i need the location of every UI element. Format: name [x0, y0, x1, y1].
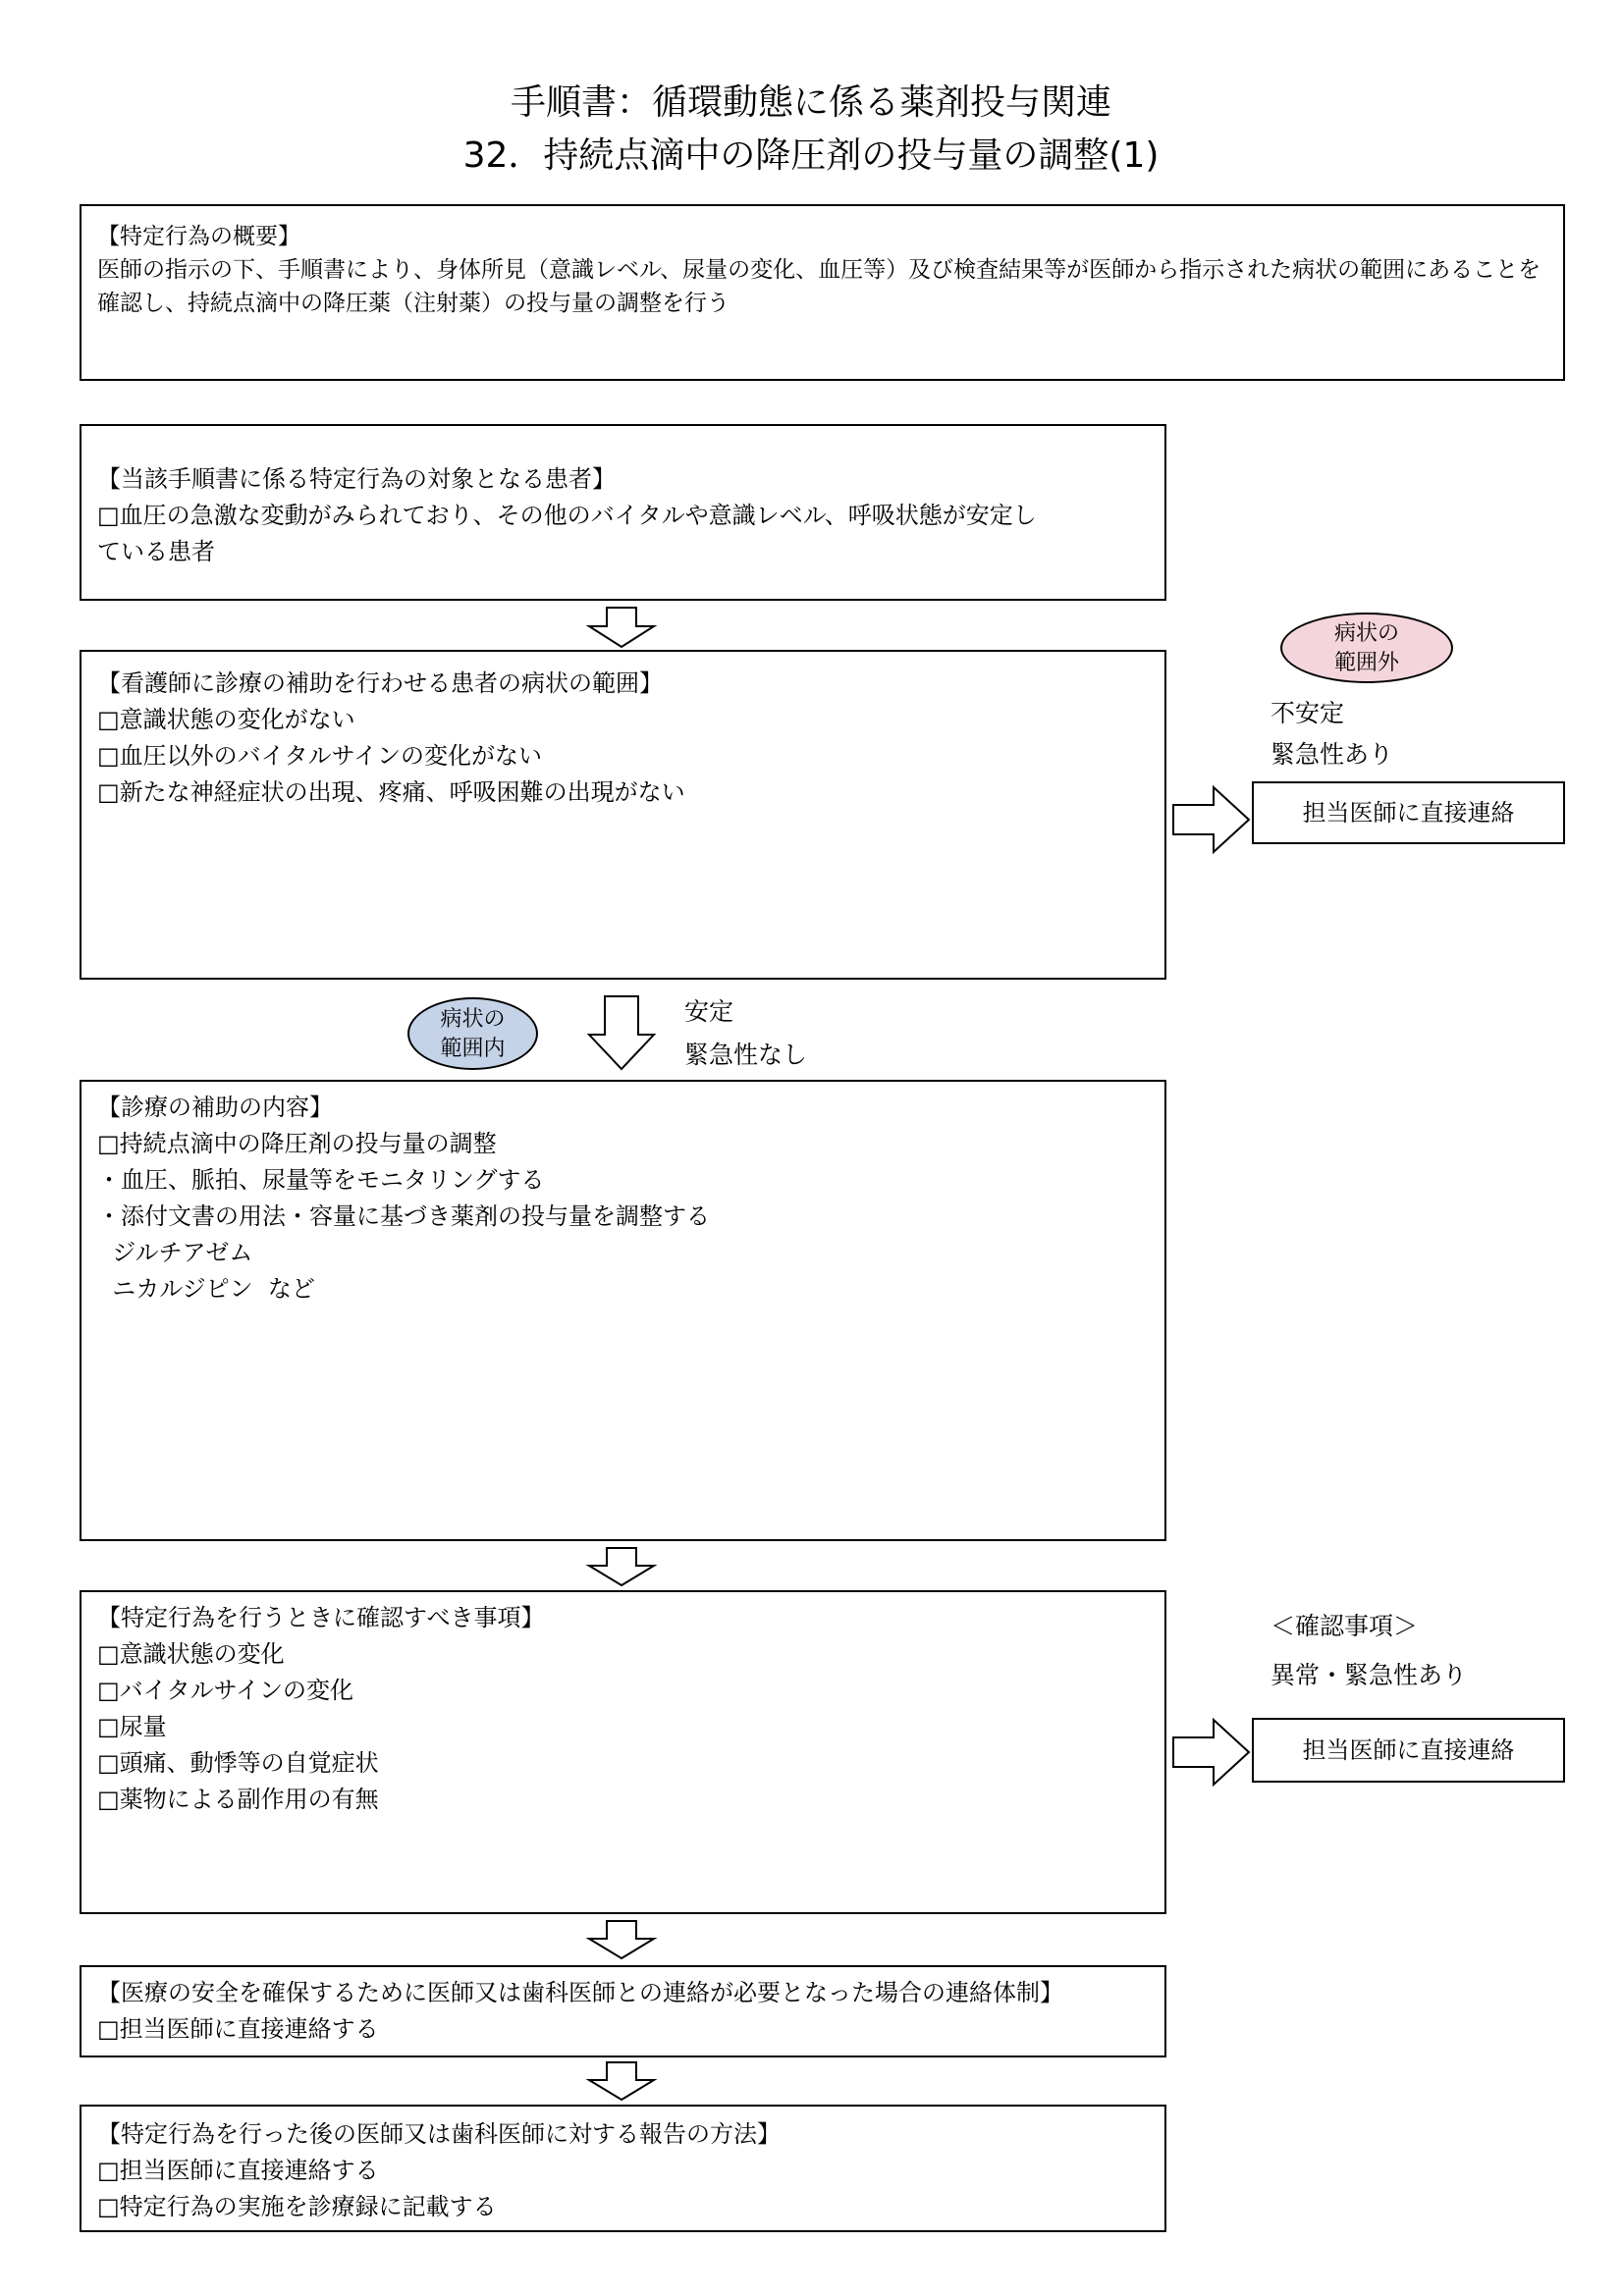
- check-items-box: [80, 1590, 1166, 1914]
- assist-content-item: ニカルジピン など: [97, 1275, 315, 1303]
- right-arrow-icon: [1172, 785, 1251, 854]
- target-patient-box: [80, 424, 1166, 601]
- check-item: □意識状態の変化: [97, 1640, 285, 1668]
- assist-content-item: ・添付文書の用法・容量に基づき薬剤の投与量を調整する: [97, 1202, 710, 1230]
- inside-range-badge-line: 範囲内: [440, 1037, 506, 1061]
- contact-doctor-box: 担当医師に直接連絡: [1252, 781, 1565, 844]
- down-arrow-icon: [587, 995, 656, 1070]
- outside-range-badge: [1280, 613, 1453, 683]
- condition-range-item: □新たな神経症状の出現、疼痛、呼吸困難の出現がない: [97, 778, 685, 806]
- report-method-item: □担当医師に直接連絡する: [97, 2157, 379, 2184]
- condition-range-heading: 【看護師に診療の補助を行わせる患者の病状の範囲】: [97, 669, 663, 697]
- assist-content-item: ジルチアゼム: [97, 1239, 253, 1266]
- assist-content-heading: 【診療の補助の内容】: [97, 1094, 333, 1121]
- outside-range-status: 緊急性あり: [1271, 740, 1394, 769]
- down-arrow-icon: [587, 1547, 656, 1586]
- overview-box: [80, 204, 1565, 381]
- outside-range-status: 不安定: [1271, 699, 1345, 727]
- down-arrow-icon: [587, 607, 656, 648]
- overview-heading: 【特定行為の概要】: [97, 224, 300, 249]
- condition-range-item: □意識状態の変化がない: [97, 706, 355, 733]
- inside-range-status: 緊急性なし: [684, 1041, 808, 1069]
- page-subtitle: 32．持続点滴中の降圧剤の投与量の調整(1): [462, 135, 1160, 176]
- target-patient-item: □血圧の急激な変動がみられており、その他のバイタルや意識レベル、呼吸状態が安定し: [97, 502, 1037, 529]
- contact-system-box: [80, 1965, 1166, 2057]
- check-items-heading: 【特定行為を行うときに確認すべき事項】: [97, 1604, 545, 1631]
- check-item: □尿量: [97, 1713, 167, 1740]
- assist-content-item: ・血圧、脈拍、尿量等をモニタリングする: [97, 1166, 545, 1194]
- outside-range-badge-line: 病状の: [1333, 621, 1399, 646]
- assist-content-item: □持続点滴中の降圧剤の投与量の調整: [97, 1130, 497, 1157]
- check-side-heading: ＜確認事項＞: [1271, 1612, 1419, 1640]
- report-method-item: □特定行為の実施を診療録に記載する: [97, 2193, 497, 2220]
- down-arrow-icon: [587, 2061, 656, 2101]
- inside-range-status: 安定: [684, 997, 734, 1026]
- report-method-heading: 【特定行為を行った後の医師又は歯科医師に対する報告の方法】: [97, 2120, 781, 2148]
- target-patient-item: ている患者: [97, 538, 215, 565]
- check-item: □バイタルサインの変化: [97, 1677, 353, 1704]
- page-title: 手順書：循環動態に係る薬剤投与関連: [510, 82, 1111, 123]
- check-side-status: 異常・緊急性あり: [1271, 1661, 1468, 1689]
- check-item: □薬物による副作用の有無: [97, 1786, 379, 1813]
- outside-range-badge-line: 範囲外: [1333, 651, 1399, 675]
- check-item: □頭痛、動悸等の自覚症状: [97, 1749, 379, 1777]
- assist-content-box: [80, 1080, 1166, 1541]
- condition-range-box: [80, 650, 1166, 980]
- target-patient-heading: 【当該手順書に係る特定行為の対象となる患者】: [97, 465, 616, 493]
- inside-range-badge: [407, 997, 538, 1070]
- contact-system-item: □担当医師に直接連絡する: [97, 2015, 379, 2043]
- inside-range-badge-line: 病状の: [440, 1007, 506, 1032]
- report-method-box: [80, 2105, 1166, 2232]
- condition-range-item: □血圧以外のバイタルサインの変化がない: [97, 742, 542, 770]
- contact-system-heading: 【医療の安全を確保するために医師又は歯科医師との連絡が必要となった場合の連絡体制】: [97, 1979, 1063, 2006]
- down-arrow-icon: [587, 1920, 656, 1959]
- overview-body: 医師の指示の下、手順書により、身体所見（意識レベル、尿量の変化、血圧等）及び検査結果等が医師から指示された病状の範囲にあることを確認し、持続点滴中の降圧薬（注射薬）の投与量の調整を行う: [97, 257, 1541, 316]
- right-arrow-icon: [1172, 1718, 1251, 1787]
- contact-doctor-box: 担当医師に直接連絡: [1252, 1718, 1565, 1783]
